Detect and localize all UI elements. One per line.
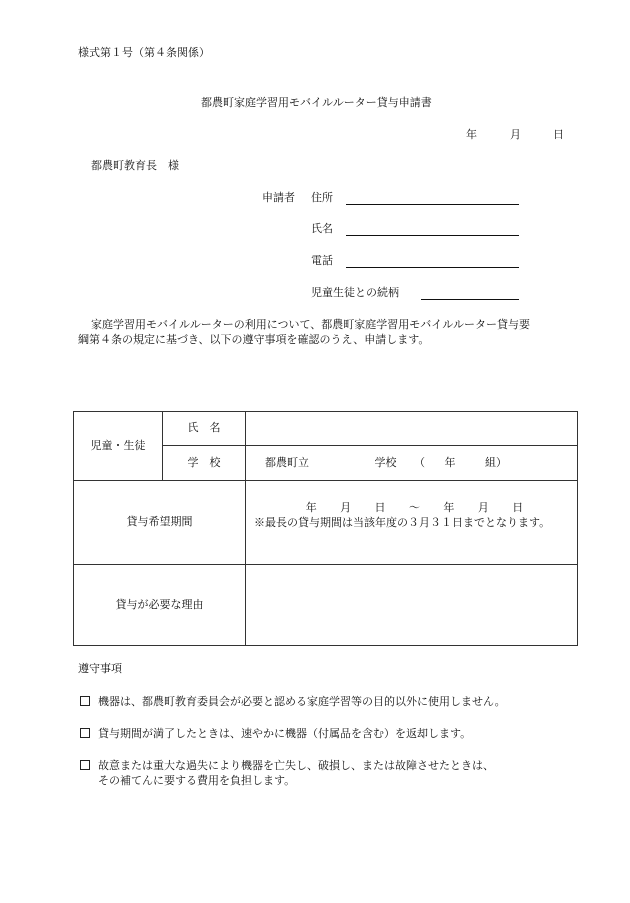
period-start-year: 年: [305, 500, 317, 514]
date-day: 日: [553, 128, 564, 141]
period-dates: [246, 501, 577, 516]
period-label: 貸与希望期間: [74, 481, 246, 565]
period-end-month: 月: [477, 500, 489, 514]
rule-item-2: [80, 727, 471, 742]
rules-title: 遵守事項: [78, 662, 122, 675]
name-field[interactable]: [346, 235, 519, 236]
period-tilde: ～: [408, 500, 420, 514]
name-label: 氏名: [311, 222, 333, 235]
application-table: [73, 411, 578, 646]
student-header: 児童・生徒: [74, 412, 163, 481]
phone-field[interactable]: [346, 267, 519, 268]
intro-line-1: 家庭学習用モバイルルーターの利用について、都農町家庭学習用モバイルルーター貸与要: [91, 318, 531, 331]
rule-item-3: [80, 759, 494, 789]
checkbox-1[interactable]: [80, 696, 90, 706]
rule-item-1: [80, 695, 506, 710]
applicant-label: 申請者: [262, 191, 295, 204]
student-name-field[interactable]: [246, 412, 578, 446]
intro-line-2: 綱第４条の規定に基づき、以下の遵守事項を確認のうえ、申請します。: [78, 333, 430, 346]
date-month: 月: [510, 128, 521, 141]
rule-text-2: 貸与期間が満了したときは、速やかに機器（付属品を含む）を返却します。: [98, 727, 472, 740]
school-field[interactable]: [246, 446, 578, 481]
address-field[interactable]: [346, 204, 519, 205]
student-name-label: 氏 名: [163, 412, 246, 446]
rule-text-3-cont: その補てんに要する費用を負担します。: [98, 773, 296, 787]
address-label: 住所: [311, 191, 333, 204]
period-start-day: 日: [374, 500, 386, 514]
checkbox-2[interactable]: [80, 728, 90, 738]
school-prefix: 都農町立: [265, 455, 309, 469]
school-label: 学 校: [163, 446, 246, 481]
reason-label: 貸与が必要な理由: [74, 565, 246, 646]
rule-text-1: 機器は、都農町教育委員会が必要と認める家庭学習等の目的以外に使用しません。: [98, 695, 506, 708]
period-end-day: 日: [512, 500, 524, 514]
form-number: 様式第１号（第４条関係）: [78, 46, 210, 59]
addressee: 都農町教育長 様: [91, 159, 179, 172]
relation-label: 児童生徒との続柄: [311, 286, 399, 299]
phone-label: 電話: [311, 254, 333, 267]
grade-year: 年: [444, 455, 456, 469]
page-title: 都農町家庭学習用モバイルルーター貸与申請書: [201, 96, 432, 109]
relation-field[interactable]: [421, 299, 519, 300]
checkbox-3[interactable]: [80, 760, 90, 770]
school-suffix: 学校: [374, 455, 397, 469]
period-note: ※最長の貸与期間は当該年度の３月３１日までとなります。: [254, 515, 551, 529]
period-field[interactable]: [246, 481, 578, 565]
period-end-year: 年: [443, 500, 455, 514]
grade-class: 組）: [485, 455, 507, 469]
reason-field[interactable]: [246, 565, 578, 646]
period-start-month: 月: [340, 500, 352, 514]
rule-text-3: 故意または重大な過失により機器を亡失し、破損し、または故障させたときは、: [98, 759, 494, 772]
grade-open: （: [414, 455, 425, 469]
date-year: 年: [466, 128, 477, 141]
